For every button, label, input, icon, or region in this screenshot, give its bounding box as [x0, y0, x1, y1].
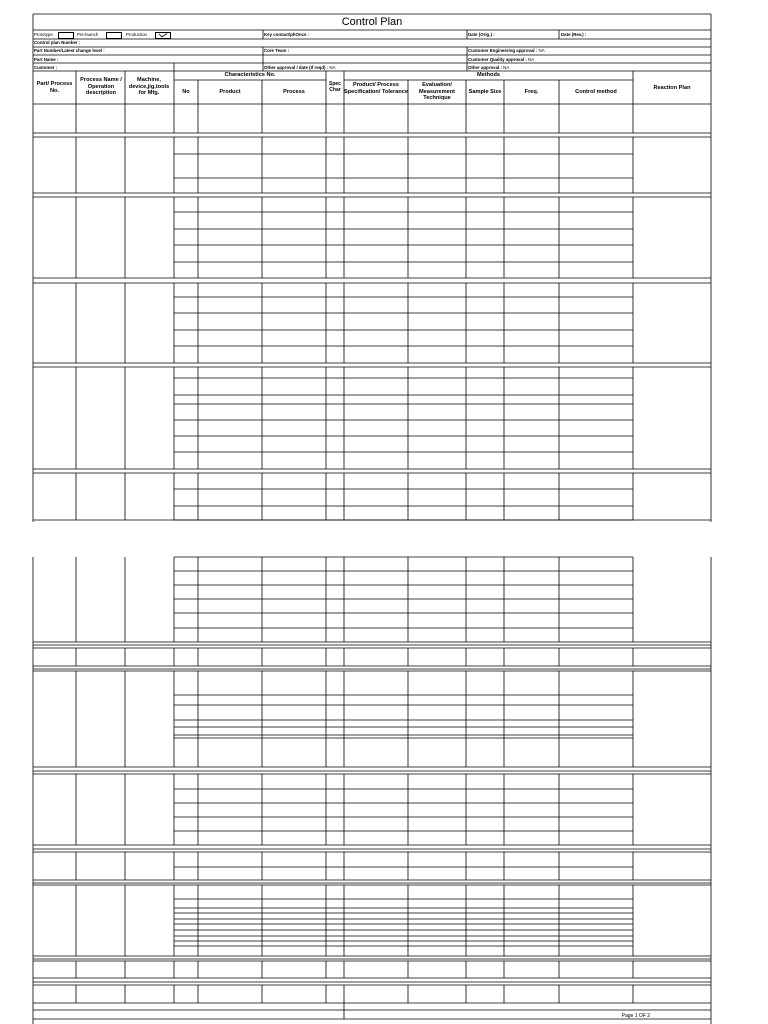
col-reaction-plan: Reaction Plan	[653, 85, 691, 91]
col-machine: Machine, device,jig,tools for Mfg.	[128, 77, 170, 97]
customer-label: Customer :	[34, 64, 58, 70]
prelaunch-checkbox[interactable]	[106, 32, 122, 39]
page-title: Control Plan	[341, 16, 403, 28]
col-no: No	[182, 89, 190, 95]
production-label: Production	[126, 31, 147, 37]
customer-engineering-approval: Customer Engineering approval : NA	[468, 48, 545, 53]
part-name-label: Part Name :	[34, 56, 59, 62]
control-plan-number-label: Control plan Number :	[34, 39, 81, 45]
col-control-method: Control method	[575, 89, 617, 95]
part-number-label: Part Number/Latest change level :	[34, 48, 105, 53]
col-process: Process	[283, 89, 305, 95]
col-product-process-spec: Product/ Process Specification/ Tolerance	[344, 82, 408, 95]
other-approval: Other approval : NA	[468, 64, 510, 70]
col-process-name: Process Name / Operation description	[80, 77, 122, 97]
key-contact-label: Key contact/phOnce :	[264, 31, 310, 37]
date-orig-label: Date (Orig.) :	[468, 31, 495, 37]
page-number: Page 1 OF 2	[621, 1013, 650, 1019]
col-part-process-no: Part/ Process No.	[36, 81, 73, 94]
other-approval-date: Other approval / date (If reqd) : NA	[264, 64, 336, 70]
col-spec-char: Spec Char	[329, 81, 341, 93]
prototype-label: Prototype	[34, 31, 53, 37]
col-product: Product	[219, 89, 241, 95]
production-checkbox[interactable]	[155, 32, 171, 39]
prelaunch-label: Pre-launch	[77, 31, 99, 37]
col-sample-size: Sample Size	[468, 89, 502, 95]
customer-quality-approval: Customer Quality approval : NA	[468, 56, 535, 62]
check-mark-icon	[156, 33, 170, 38]
col-evaluation: Evaluation/ Measurement Technique	[418, 82, 456, 102]
col-methods-group: Methods	[477, 72, 500, 78]
date-rev-label: Date (Rev.) :	[561, 31, 587, 37]
col-freq: Freq.	[524, 89, 539, 95]
core-team-label: Core Team :	[264, 48, 290, 53]
col-characteristics-group: Characteristics No.	[224, 72, 276, 78]
prototype-checkbox[interactable]	[58, 32, 74, 39]
